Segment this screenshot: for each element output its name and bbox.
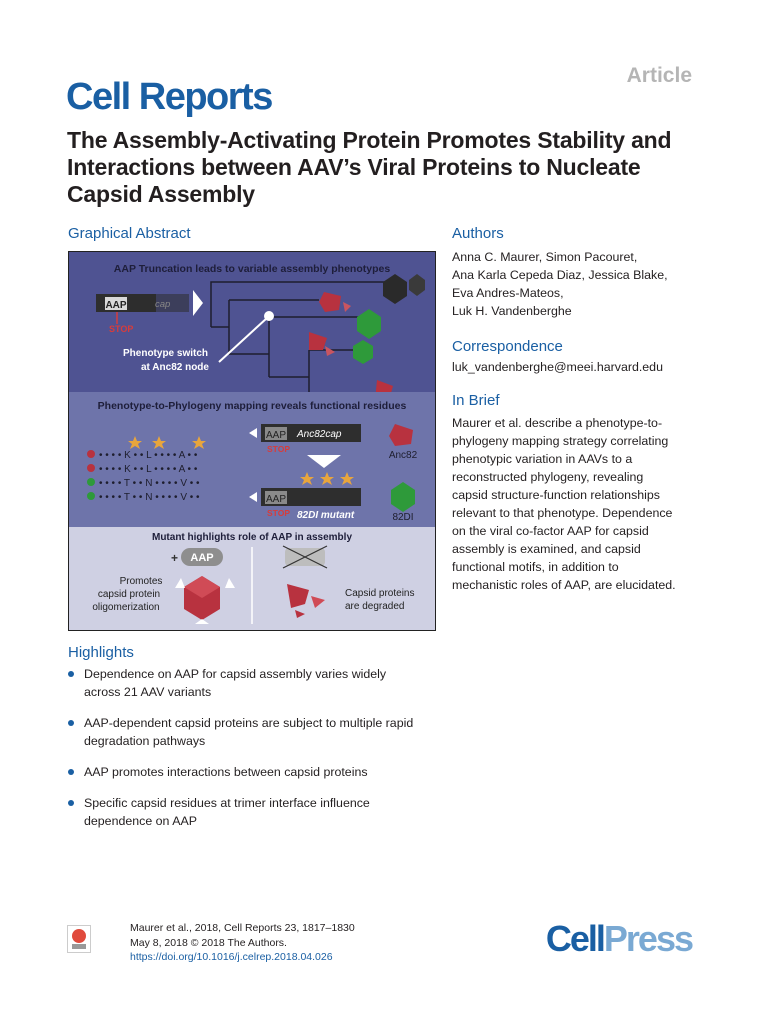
panel-truncation-title: AAP Truncation leads to variable assembly phenotypes [113,263,391,275]
aap-label: AAP [265,430,287,441]
promotes-label-line1: Promotes [119,576,163,587]
in-brief-line: phenotypic variation in AAVs to a [452,452,633,466]
author-line: Anna C. Maurer, Simon Pacouret, [452,250,638,264]
in-brief-line: phylogeny mapping strategy correlating [452,434,669,448]
author-line: Ana Karla Cepeda Diaz, Jessica Blake, [452,268,668,282]
alignment-row: • • • • T • • N • • • • V • • [99,478,200,489]
stop-label: STOP [109,324,134,334]
in-brief-text [452,414,742,594]
capsid-red-dot [87,450,95,458]
highlights-list [68,665,438,843]
capsid-green-dot [87,478,95,486]
degraded-label-line1: Capsid proteins [345,588,415,599]
82di-mutant-label: 82DI mutant [297,510,355,521]
in-brief-line: capsid structure-function relationships [452,488,660,502]
citation-line: Maurer et al., 2018, Cell Reports 23, 1817–1830 [130,922,355,934]
highlight-item: AAP-dependent capsid proteins are subject to multiple rapid degradation pathways [68,714,438,750]
author-line: Eva Andres-Mateos, [452,286,564,300]
bullet-icon [68,671,74,677]
authors-heading: Authors [452,225,504,242]
in-brief-line: Maurer et al. describe a phenotype-to- [452,416,663,430]
alignment-row: • • • • T • • N • • • • V • • [99,492,200,503]
highlight-item: Dependence on AAP for capsid assembly varies widely across 21 AAV variants [68,665,438,701]
aap-label: AAP [190,552,214,564]
citation-footer [130,921,355,965]
in-brief-line: functional motifs, in addition to [452,560,619,574]
panel-mutant-title: Mutant highlights role of AAP in assembly [151,532,353,543]
in-brief-line: reconstructed phylogeny, revealing [452,470,644,484]
correspondence-email[interactable]: luk_vandenberghe@meei.harvard.edu [452,360,663,374]
in-brief-line: on the viral co-factor AAP for capsid [452,524,649,538]
82di-label: 82DI [392,512,414,523]
crossmark-icon[interactable] [67,925,91,953]
graphical-abstract-heading: Graphical Abstract [68,225,191,242]
cellpress-logo: CellPress [545,918,692,959]
aap-label: AAP [105,300,127,311]
journal-name: Cell Reports [66,76,272,118]
alignment-row: • • • • K • • L • • • • A • • [99,450,198,461]
stop-label: STOP [267,508,290,518]
highlight-item: Specific capsid residues at trimer interface influence dependence on AAP [68,794,438,830]
alignment-row: • • • • K • • L • • • • A • • [99,464,198,475]
promotes-label-line3: oligomerization [92,602,160,613]
correspondence-heading: Correspondence [452,338,563,355]
highlight-item: AAP promotes interactions between capsid proteins [68,763,438,781]
anc82cap-label: Anc82cap [297,429,342,440]
article-type-label: Article [626,64,692,87]
date-line: May 8, 2018 © 2018 The Authors. [130,936,287,949]
in-brief-line: mechanistic roles of AAP, are elucidated. [452,578,676,592]
in-brief-line: relevant to that phenotype. Dependence [452,506,673,520]
panel-mapping-title: Phenotype-to-Phylogeny mapping reveals functional residues [97,400,407,412]
author-line: Luk H. Vandenberghe [452,304,572,318]
authors-list [452,248,742,320]
capsid-red-dot [87,464,95,472]
aap-label: AAP [265,494,287,505]
construct-bar-tail [129,294,189,312]
highlights-heading: Highlights [68,644,134,661]
doi-link[interactable]: https://doi.org/10.1016/j.celrep.2018.04.026 [130,951,333,963]
switch-label-line2: at Anc82 node [141,362,209,373]
promotes-label-line2: capsid protein [97,589,161,600]
bullet-icon [68,720,74,726]
article-title: The Assembly-Activating Protein Promotes Stability and Interactions between AAV’s Viral Proteins to Nucleate Capsid Assembly [67,127,672,207]
capsid-green-dot [87,492,95,500]
in-brief-heading: In Brief [452,392,500,409]
anc82-label: Anc82 [388,450,418,461]
bullet-icon [68,769,74,775]
degraded-label-line2: are degraded [345,601,405,612]
graphical-abstract-figure [68,251,436,631]
in-brief-line: assembly is examined, and capsid [452,542,641,556]
plus-sign: + [171,551,179,565]
stop-label: STOP [267,444,290,454]
switch-label-line1: Phenotype switch [123,348,209,359]
bullet-icon [68,800,74,806]
